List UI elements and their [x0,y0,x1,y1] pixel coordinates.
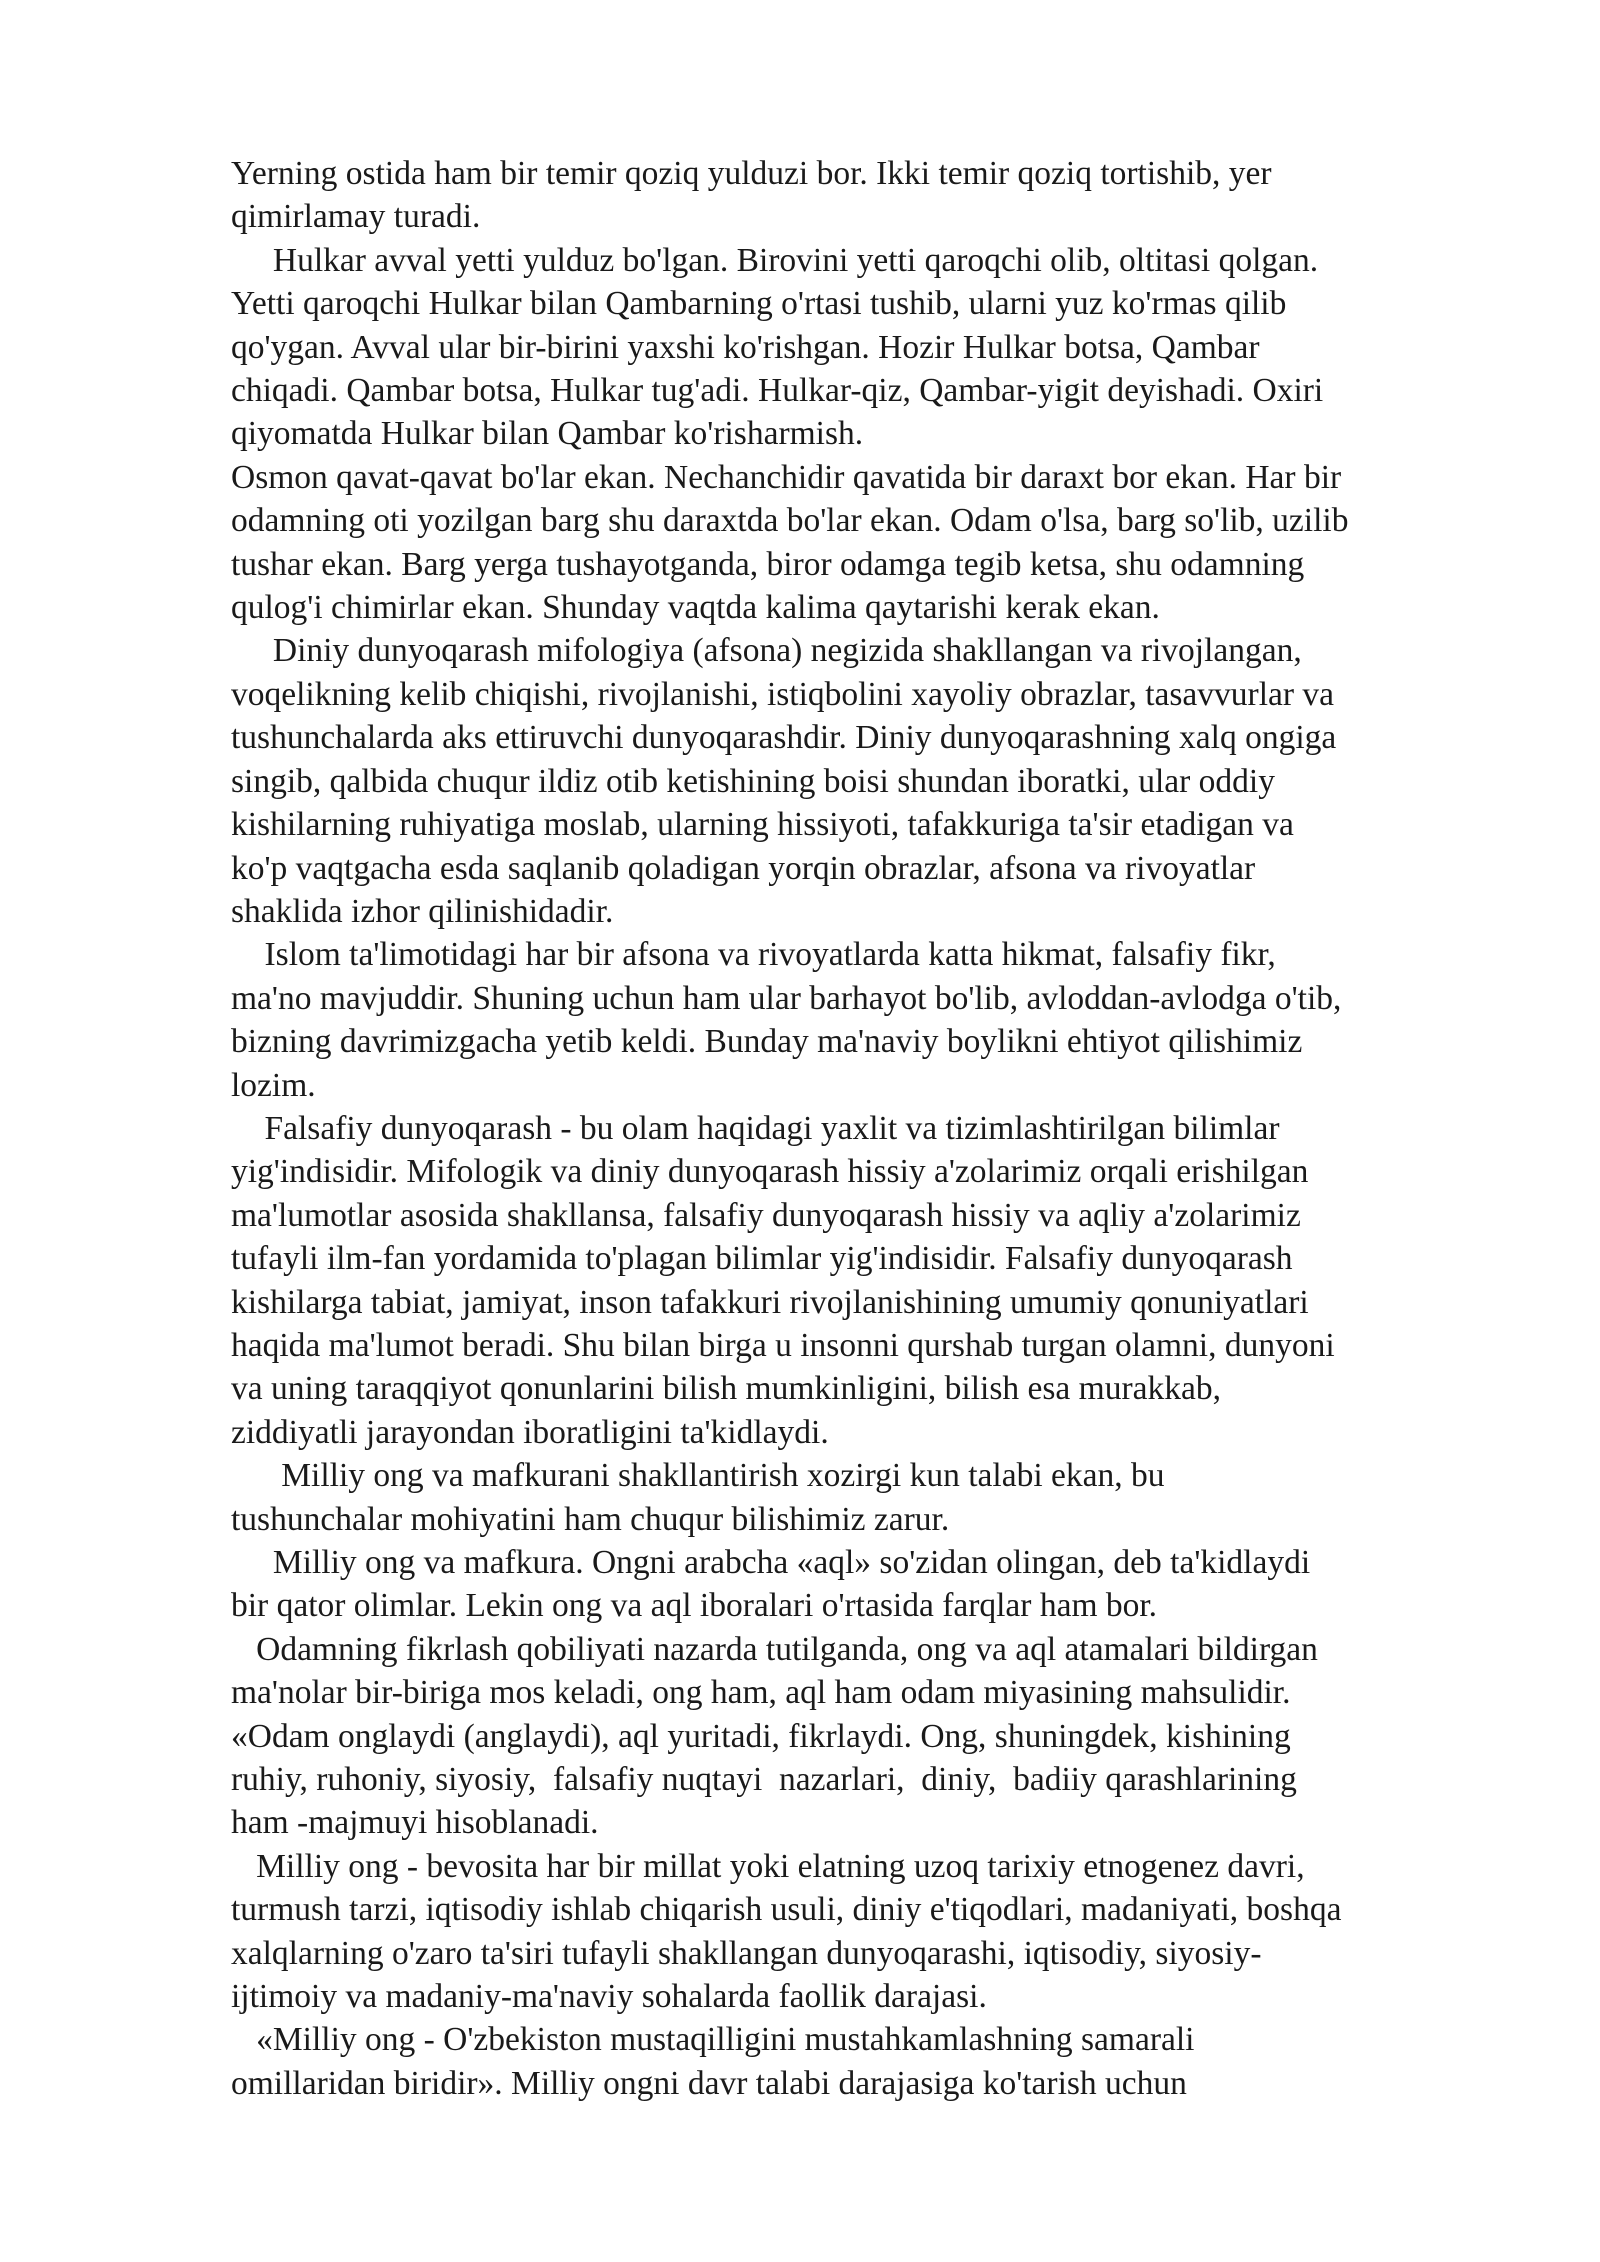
paragraph [231,152,1511,239]
text-line: qimirlamay turadi. [231,198,481,236]
text-line: ijtimoiy va madaniy-ma'naviy sohalarda faollik darajasi. [231,1978,987,2016]
text-line: ko'p vaqtgacha esda saqlanib qoladigan yorqin obrazlar, afsona va rivoyatlar [231,849,1256,887]
paragraph [231,1454,1511,1541]
text-line: haqida ma'lumot beradi. Shu bilan birga u insonni qurshab turgan olamni, dunyoni [231,1326,1335,1364]
text-line: tushunchalarda aks ettiruvchi dunyoqarashdir. Diniy dunyoqarashning xalq ongiga [231,719,1337,757]
text-line: qiyomatda Hulkar bilan Qambar ko'risharmish. [231,415,864,453]
text-line: Falsafiy dunyoqarash - bu olam haqidagi yaxlit va tizimlashtirilgan bilimlar [231,1109,1280,1147]
paragraph [231,239,1511,456]
text-line: Hulkar avval yetti yulduz bo'lgan. Birovini yetti qaroqchi olib, oltitasi qolgan. [231,241,1319,279]
text-line: Milliy ong va mafkura. Ongni arabcha «aql» so'zidan olingan, deb ta'kidlaydi [231,1544,1311,1581]
text-line: turmush tarzi, iqtisodiy ishlab chiqarish usuli, diniy e'tiqodlari, madaniyati, boshqa [231,1891,1342,1929]
text-line: singib, qalbida chuqur ildiz otib ketishining boisi shundan iboratki, ular oddiy [231,762,1275,800]
paragraph [231,1845,1511,2019]
text-line: omillaridan biridir». Milliy ongni davr talabi darajasiga ko'tarish uchun [231,2064,1187,2102]
body-text [231,152,1511,2105]
text-line: xalqlarning o'zaro ta'siri tufayli shakllangan dunyoqarashi, iqtisodiy, siyosiy- [231,1934,1262,1972]
text-line: qo'ygan. Avval ular bir-birini yaxshi ko'rishgan. Hozir Hulkar botsa, Qambar [231,328,1260,366]
text-line: yig'indisidir. Mifologik va diniy dunyoqarash hissiy a'zolarimiz orqali erishilgan [231,1153,1309,1191]
paragraph [231,1541,1511,1628]
text-line: ham -majmuyi hisoblanadi. [231,1804,599,1842]
paragraph [231,1107,1511,1454]
text-line: kishilarning ruhiyatiga moslab, ularning hissiyoti, tafakkuriga ta'sir etadigan va [231,806,1294,844]
text-line: bir qator olimlar. Lekin ong va aql iboralari o'rtasida farqlar ham bor. [231,1587,1158,1625]
text-line: odamning oti yozilgan barg shu daraxtda bo'lar ekan. Odam o'lsa, barg so'lib, uzilib [231,502,1349,540]
text-line: Milliy ong va mafkurani shakllantirish xozirgi kun talabi ekan, bu [231,1457,1165,1495]
text-line: «Milliy ong - O'zbekiston mustaqilligini mustahkamlashning samarali [231,2021,1195,2059]
text-line: ma'nolar bir-biriga mos keladi, ong ham, aql ham odam miyasining mahsulidir. [231,1674,1291,1712]
paragraph [231,456,1511,630]
paragraph [231,1628,1511,1845]
text-line: bizning davrimizgacha yetib keldi. Bunday ma'naviy boylikni ehtiyot qilishimiz [231,1023,1303,1061]
text-line: Odamning fikrlash qobiliyati nazarda tutilganda, ong va aql atamalari bildirgan [231,1630,1318,1668]
text-line: kishilarga tabiat, jamiyat, inson tafakkuri rivojlanishining umumiy qonuniyatlari [231,1283,1309,1321]
text-line: ziddiyatli jarayondan iboratligini ta'kidlaydi. [231,1413,829,1451]
text-line: Yerning ostida ham bir temir qoziq yulduzi bor. Ikki temir qoziq tortishib, yer [231,155,1272,192]
text-line: Osmon qavat-qavat bo'lar ekan. Nechanchidir qavatida bir daraxt bor ekan. Har bir [231,458,1342,496]
text-line: tufayli ilm-fan yordamida to'plagan bilimlar yig'indisidir. Falsafiy dunyoqarash [231,1240,1293,1278]
paragraph [231,2018,1511,2105]
text-line: Yetti qaroqchi Hulkar bilan Qambarning o'rtasi tushib, ularni yuz ko'rmas qilib [231,285,1287,323]
text-line: qulog'i chimirlar ekan. Shunday vaqtda kalima qaytarishi kerak ekan. [231,589,1160,627]
text-line: shaklida izhor qilinishidadir. [231,892,614,930]
paragraph [231,933,1511,1107]
text-line: Milliy ong - bevosita har bir millat yoki elatning uzoq tarixiy etnogenez davri, [231,1847,1305,1885]
text-line: Diniy dunyoqarash mifologiya (afsona) negizida shakllangan va rivojlangan, [231,632,1302,670]
text-line: tushar ekan. Barg yerga tushayotganda, biror odamga tegib ketsa, shu odamning [231,545,1305,583]
text-line: «Odam onglaydi (anglaydi), aql yuritadi, fikrlaydi. Ong, shuningdek, kishining [231,1717,1291,1755]
text-line: ruhiy, ruhoniy, siyosiy, falsafiy nuqtayi nazarlari, diniy, badiiy qarashlarining [231,1761,1297,1799]
text-line: ma'no mavjuddir. Shuning uchun ham ular barhayot bo'lib, avloddan-avlodga o'tib, [231,979,1342,1017]
text-line: chiqadi. Qambar botsa, Hulkar tug'adi. Hulkar-qiz, Qambar-yigit deyishadi. Oxiri [231,372,1324,410]
text-line: Islom ta'limotidagi har bir afsona va rivoyatlarda katta hikmat, falsafiy fikr, [231,936,1276,974]
text-line: voqelikning kelib chiqishi, rivojlanishi, istiqbolini xayoliy obrazlar, tasavvurlar va [231,675,1335,713]
paragraph [231,629,1511,933]
text-line: va uning taraqqiyot qonunlarini bilish mumkinligini, bilish esa murakkab, [231,1370,1221,1408]
text-line: lozim. [231,1066,316,1104]
text-line: tushunchalar mohiyatini ham chuqur bilishimiz zarur. [231,1500,950,1538]
text-line: ma'lumotlar asosida shakllansa, falsafiy dunyoqarash hissiy va aqliy a'zolarimiz [231,1196,1301,1234]
